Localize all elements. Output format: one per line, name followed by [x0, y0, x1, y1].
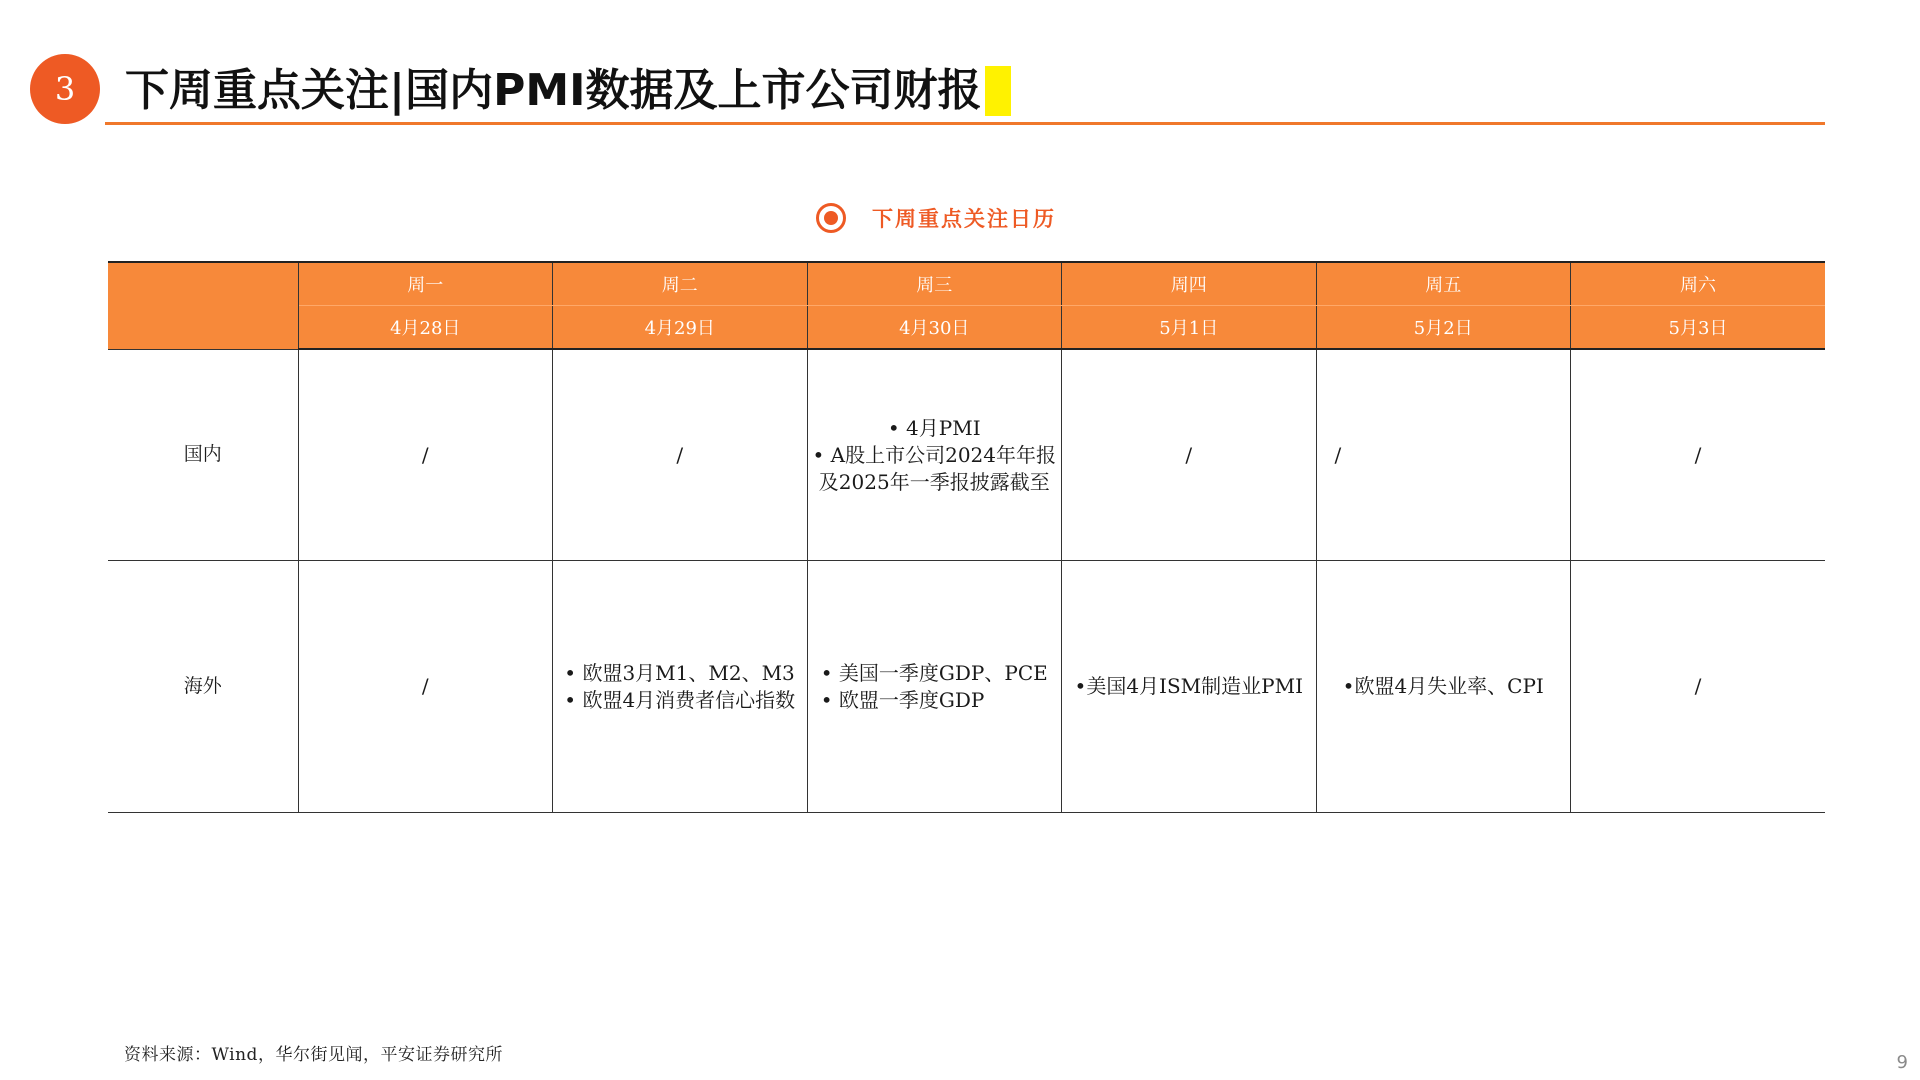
target-icon	[816, 203, 846, 233]
event-list	[812, 415, 1058, 496]
event-item: • 4月PMI	[887, 415, 981, 440]
table-cell	[807, 349, 1062, 561]
day-header: 周三	[807, 262, 1062, 306]
title-highlight-mark	[985, 66, 1011, 116]
table-cell: /	[1571, 561, 1826, 813]
event-item: • 欧盟4月消费者信心指数	[564, 687, 796, 712]
day-header-row	[108, 262, 1825, 306]
event-list	[821, 660, 1048, 714]
event-item: • A股上市公司2024年年报及2025年一季报披露截至	[812, 442, 1056, 494]
event-list	[564, 660, 795, 714]
date-header: 5月1日	[1062, 306, 1317, 350]
date-header: 4月30日	[807, 306, 1062, 350]
calendar-heading-text: 下周重点关注日历	[872, 207, 1056, 231]
header-corner	[108, 262, 298, 349]
date-header: 4月28日	[298, 306, 553, 350]
calendar-heading	[816, 198, 1056, 238]
page-title	[125, 62, 1011, 120]
day-header: 周一	[298, 262, 553, 306]
day-header: 周五	[1316, 262, 1571, 306]
day-header: 周四	[1062, 262, 1317, 306]
date-header: 5月3日	[1571, 306, 1826, 350]
row-label: 国内	[108, 349, 298, 561]
table-row-domestic	[108, 349, 1825, 561]
event-item: •美国4月ISM制造业PMI	[1074, 674, 1303, 698]
table-cell	[553, 561, 808, 813]
table-cell: /	[1062, 349, 1317, 561]
table-cell	[1062, 561, 1317, 813]
source-note: 资料来源：Wind，华尔街见闻，平安证券研究所	[124, 1045, 503, 1065]
day-header: 周二	[553, 262, 808, 306]
event-item: • 美国一季度GDP、PCE	[820, 660, 1048, 685]
table-cell: /	[298, 349, 553, 561]
section-number-badge: 3	[30, 54, 100, 124]
date-header: 4月29日	[553, 306, 808, 350]
table-row-overseas	[108, 561, 1825, 813]
page-number: 9	[1896, 1052, 1908, 1073]
date-header: 5月2日	[1316, 306, 1571, 350]
table-cell: /	[298, 561, 553, 813]
event-item: •欧盟4月失业率、CPI	[1342, 674, 1544, 698]
date-header-row	[108, 306, 1825, 350]
title-divider	[105, 122, 1825, 125]
event-item: • 欧盟一季度GDP	[820, 687, 985, 712]
table-cell	[807, 561, 1062, 813]
day-header: 周六	[1571, 262, 1826, 306]
calendar-table	[108, 261, 1825, 813]
table-cell: /	[553, 349, 808, 561]
page-title-text: 下周重点关注|国内PMI数据及上市公司财报	[125, 65, 982, 116]
table-cell	[1316, 561, 1571, 813]
table-cell: /	[1316, 349, 1571, 561]
event-item: • 欧盟3月M1、M2、M3	[564, 660, 795, 685]
row-label: 海外	[108, 561, 298, 813]
table-cell: /	[1571, 349, 1826, 561]
